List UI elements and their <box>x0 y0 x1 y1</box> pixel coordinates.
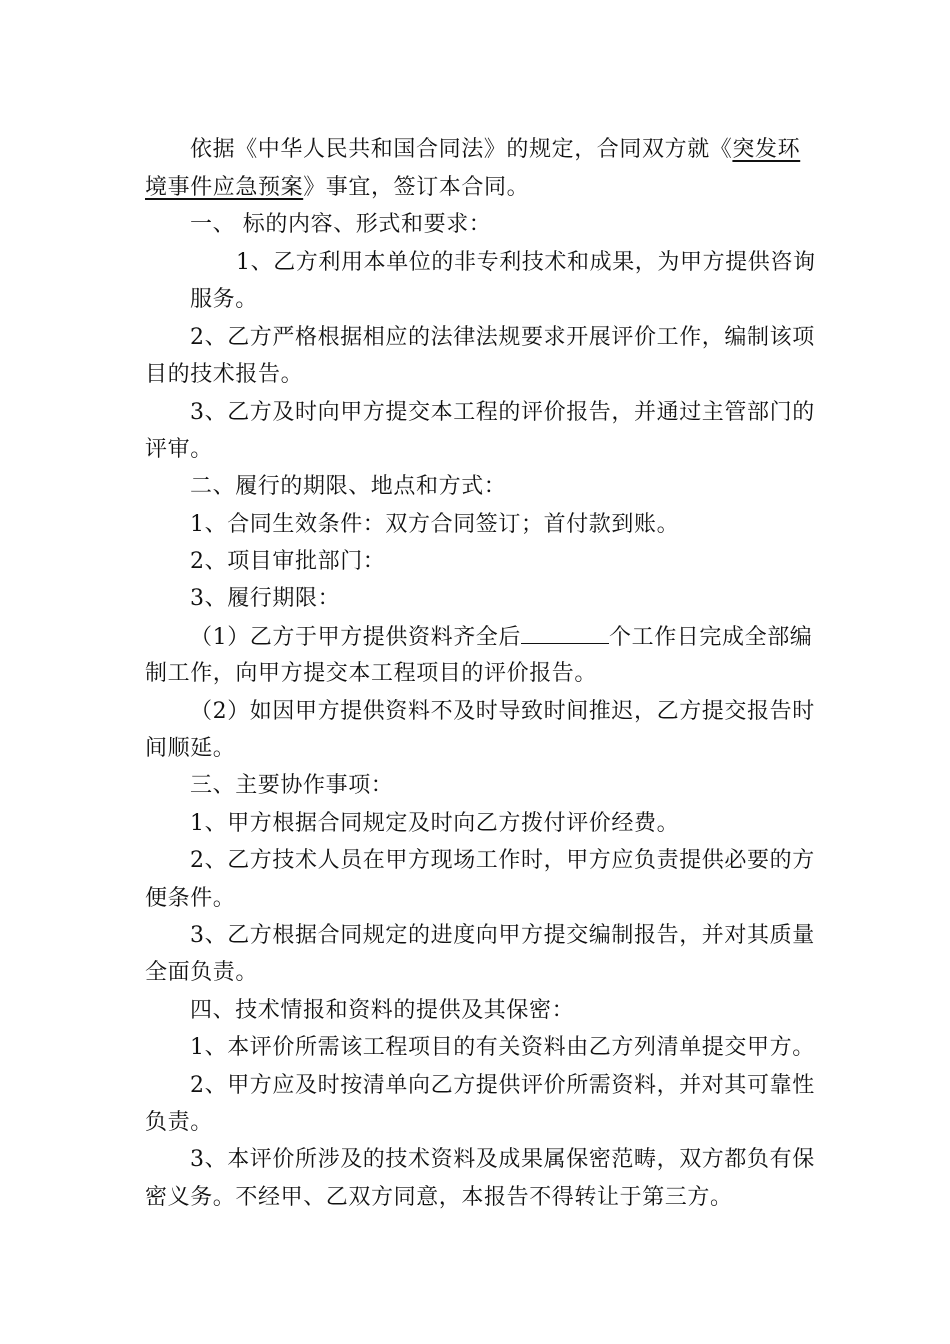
clause-line: 2、项目审批部门： <box>190 549 386 574</box>
section-heading-3: 三、主要协作事项： <box>190 773 394 798</box>
section-heading-2: 二、履行的期限、地点和方式： <box>190 474 507 499</box>
clause-line: 1、乙方利用本单位的非专利技术和成果，为甲方提供咨询 <box>236 250 816 275</box>
clause-line: 2、乙方严格根据相应的法律法规要求开展评价工作，编制该项 <box>190 325 815 350</box>
clause-line: 服务。 <box>190 287 258 312</box>
intro-text: 》事宜，签订本合同。 <box>303 175 530 200</box>
clause-line: 3、乙方及时向甲方提交本工程的评价报告，并通过主管部门的 <box>190 400 815 425</box>
clause-line: 制工作，向甲方提交本工程项目的评价报告。 <box>145 661 598 686</box>
intro-line-2 <box>145 174 529 202</box>
clause-line: 1、合同生效条件：双方合同签订；首付款到账。 <box>190 512 680 537</box>
clause-line: 1、本评价所需该工程项目的有关资料由乙方列清单提交甲方。 <box>190 1035 815 1060</box>
clause-text: 个工作日完成全部编 <box>609 625 813 650</box>
plan-name-underlined: 境事件应急预案 <box>145 175 304 200</box>
clause-line: 密义务。不经甲、乙双方同意，本报告不得转让于第三方。 <box>145 1185 733 1210</box>
clause-line: 3、履行期限： <box>190 586 341 611</box>
clause-line: 间顺延。 <box>145 736 236 761</box>
clause-line: 3、乙方根据合同规定的进度向甲方提交编制报告，并对其质量 <box>190 923 815 948</box>
clause-line: 3、本评价所涉及的技术资料及成果属保密范畴，双方都负有保 <box>190 1147 815 1172</box>
plan-name-underlined: 突发环 <box>732 137 801 162</box>
clause-line: 全面负责。 <box>145 960 259 985</box>
intro-line-1 <box>190 136 800 164</box>
clause-line: 评审。 <box>145 437 213 462</box>
clause-line: 2、乙方技术人员在甲方现场工作时，甲方应负责提供必要的方 <box>190 848 815 873</box>
fill-in-blank <box>521 623 609 644</box>
section-heading-4: 四、技术情报和资料的提供及其保密： <box>190 998 575 1023</box>
section-heading-1: 一、 标的内容、形式和要求： <box>190 212 492 237</box>
clause-line-with-blank <box>190 623 812 652</box>
intro-text: 依据《中华人民共和国合同法》的规定，合同双方就《 <box>190 137 733 162</box>
clause-line: 目的技术报告。 <box>145 362 304 387</box>
clause-line: （2）如因甲方提供资料不及时导致时间推迟，乙方提交报告时 <box>190 699 815 724</box>
clause-line: 负责。 <box>145 1110 213 1135</box>
clause-text: （1）乙方于甲方提供资料齐全后 <box>190 625 521 650</box>
clause-line: 便条件。 <box>145 886 236 911</box>
clause-line: 1、甲方根据合同规定及时向乙方拨付评价经费。 <box>190 811 680 836</box>
clause-line: 2、甲方应及时按清单向乙方提供评价所需资料，并对其可靠性 <box>190 1073 815 1098</box>
